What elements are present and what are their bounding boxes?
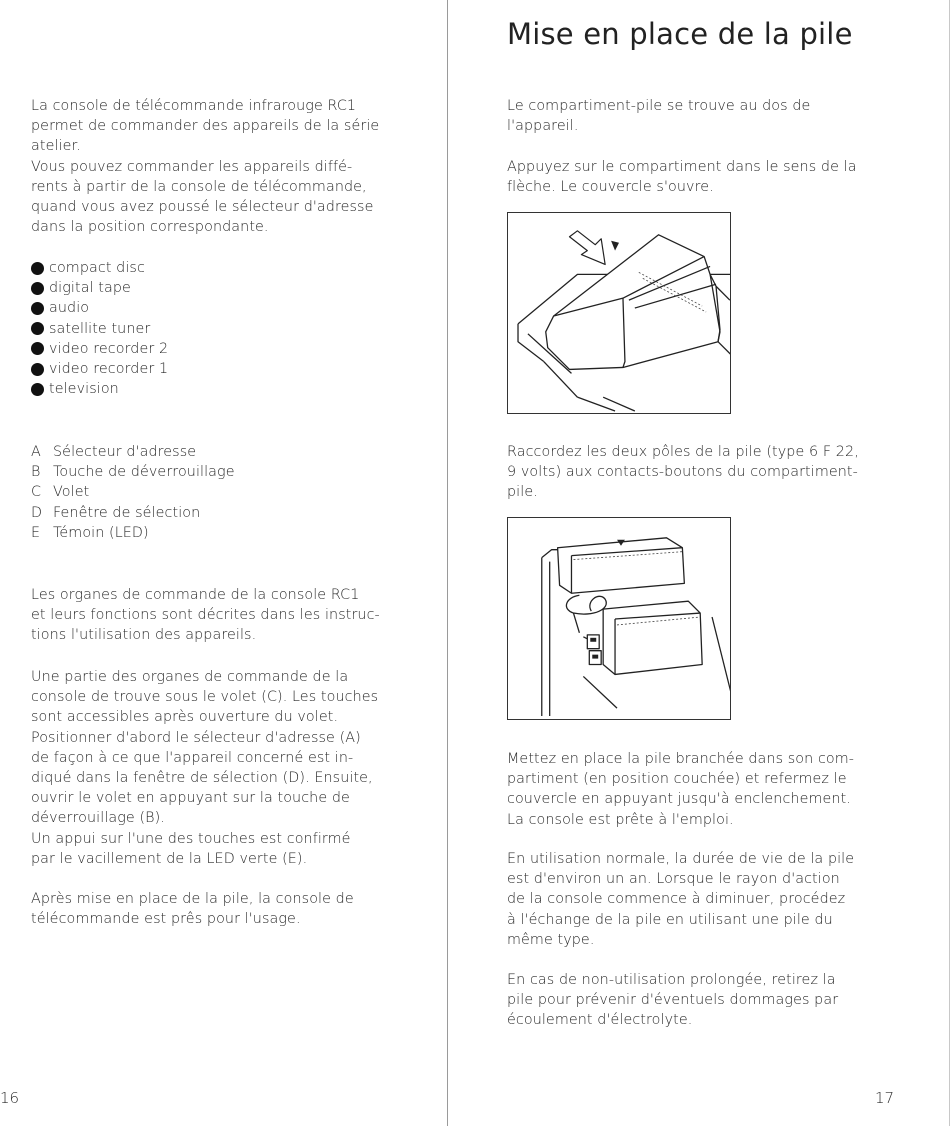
connect-paragraph — [507, 442, 859, 503]
legend-item — [31, 503, 235, 523]
text-line: même type. — [507, 931, 595, 948]
text-line: couvercle en appuyant jusqu'à enclenchement. — [507, 791, 851, 808]
text-line: atelier. — [31, 138, 81, 155]
bullet-icon — [31, 363, 44, 376]
bullet-icon — [31, 383, 44, 396]
storage-paragraph — [507, 970, 838, 1031]
legend-key: E — [31, 524, 41, 541]
text-line: de façon à ce que l'appareil concerné est in- — [31, 749, 354, 766]
text-line: partiment (en position couchée) et refermez le — [507, 771, 847, 788]
text-line: Le compartiment-pile se trouve au dos de — [507, 98, 811, 114]
text-line: écoulement d'électrolyte. — [507, 1012, 693, 1029]
text-line: tions l'utilisation des appareils. — [31, 627, 257, 644]
device-label: compact disc — [49, 260, 145, 276]
legend-text: Témoin (LED) — [53, 524, 149, 541]
intro-paragraph — [31, 96, 379, 237]
text-line: La console est prête à l'emploi. — [507, 811, 734, 828]
legend-text: Touche de déverrouillage — [53, 464, 235, 481]
text-line: 9 volts) aux contacts-boutons du compartiment- — [507, 464, 858, 481]
legend-item — [31, 442, 235, 462]
insert-paragraph — [507, 749, 854, 830]
text-line: Un appui sur l'une des touches est confirmé — [31, 830, 351, 847]
text-line: La console de télécommande infrarouge RC1 — [31, 98, 357, 114]
legend-text: Fenêtre de sélection — [53, 504, 201, 521]
text-line: pile pour prévenir d'éventuels dommages par — [507, 992, 839, 1009]
text-line: l'appareil. — [507, 118, 579, 135]
text-line: En utilisation normale, la durée de vie de la pile — [507, 851, 855, 867]
device-list — [31, 258, 168, 399]
device-label: digital tape — [49, 280, 131, 297]
legend-key: C — [31, 484, 42, 501]
text-line: Vous pouvez commander les appareils diffé- — [31, 158, 353, 175]
text-line: et leurs fonctions sont décrites dans les instruc- — [31, 607, 380, 624]
legend-item — [31, 523, 235, 543]
legend-item — [31, 462, 235, 482]
legend-text: Volet — [53, 484, 90, 501]
text-line: Appuyez sur le compartiment dans le sens de la — [507, 159, 857, 175]
legend-list — [31, 442, 235, 543]
text-line: est d'environ un an. Lorsque le rayon d'action — [507, 871, 840, 888]
bullet-icon — [31, 282, 44, 295]
device-label: television — [49, 381, 119, 398]
battery-illustration — [507, 517, 731, 720]
list-item — [31, 298, 168, 318]
text-line: déverrouillage (B). — [31, 810, 165, 827]
text-line: Mettez en place la pile branchée dans son com- — [507, 751, 855, 767]
text-line: Raccordez les deux pôles de la pile (type 6 F 22, — [507, 444, 859, 460]
legend-text: Sélecteur d'adresse — [53, 444, 197, 460]
legend-key: D — [31, 504, 43, 521]
text-line: quand vous avez poussé le sélecteur d'adresse — [31, 199, 374, 216]
text-line: à l'échange de la pile en utilisant une pile du — [507, 911, 833, 928]
right-page — [448, 0, 950, 1126]
device-label: satellite tuner — [49, 320, 151, 337]
list-item — [31, 359, 168, 379]
volet-paragraph — [31, 667, 378, 869]
device-label: audio — [49, 300, 90, 317]
device-label: video recorder 1 — [49, 361, 169, 378]
list-item — [31, 379, 168, 399]
lifetime-paragraph — [507, 849, 854, 950]
page-title: Mise en place de la pile — [507, 17, 853, 51]
bullet-icon — [31, 322, 44, 335]
text-line: ouvrir le volet en appuyant sur la touche de — [31, 790, 350, 807]
text-line: Les organes de commande de la console RC1 — [31, 587, 360, 603]
text-line: permet de commander des appareils de la série — [31, 118, 380, 135]
list-item — [31, 339, 168, 359]
legend-item — [31, 482, 235, 502]
compartment-illustration — [507, 212, 731, 414]
bullet-icon — [31, 262, 44, 275]
text-line: sont accessibles après ouverture du volet. — [31, 709, 339, 726]
page-number-left: 16 — [0, 1089, 20, 1107]
list-item — [31, 319, 168, 339]
apres-paragraph — [31, 889, 354, 929]
text-line: télécommande est prês pour l'usage. — [31, 911, 301, 928]
text-line: Une partie des organes de commande de la — [31, 669, 349, 685]
battery-drawing — [508, 518, 730, 719]
text-line: dans la position correspondante. — [31, 219, 269, 236]
compartment-drawing — [508, 213, 730, 413]
press-paragraph — [507, 157, 857, 197]
text-line: Après mise en place de la pile, la console de — [31, 891, 354, 907]
text-line: En cas de non-utilisation prolongée, retirez la — [507, 972, 836, 988]
compartment-paragraph — [507, 96, 810, 136]
text-line: de la console commence à diminuer, procédez — [507, 891, 846, 908]
organes-paragraph — [31, 585, 380, 646]
legend-key: B — [31, 464, 41, 481]
page-number-right: 17 — [875, 1089, 895, 1107]
left-page — [0, 0, 447, 1126]
bullet-icon — [31, 342, 44, 355]
device-label: video recorder 2 — [49, 340, 169, 357]
text-line: Positionner d'abord le sélecteur d'adresse (A) — [31, 729, 361, 746]
text-line: diqué dans la fenêtre de sélection (D). Ensuite, — [31, 770, 373, 787]
list-item — [31, 278, 168, 298]
legend-key: A — [31, 444, 41, 460]
text-line: pile. — [507, 484, 538, 501]
list-item — [31, 258, 168, 278]
text-line: par le vacillement de la LED verte (E). — [31, 850, 308, 867]
text-line: console de trouve sous le volet (C). Les touches — [31, 689, 379, 706]
text-line: rents à partir de la console de télécommande, — [31, 178, 367, 195]
bullet-icon — [31, 302, 44, 315]
text-line: flèche. Le couvercle s'ouvre. — [507, 179, 714, 196]
